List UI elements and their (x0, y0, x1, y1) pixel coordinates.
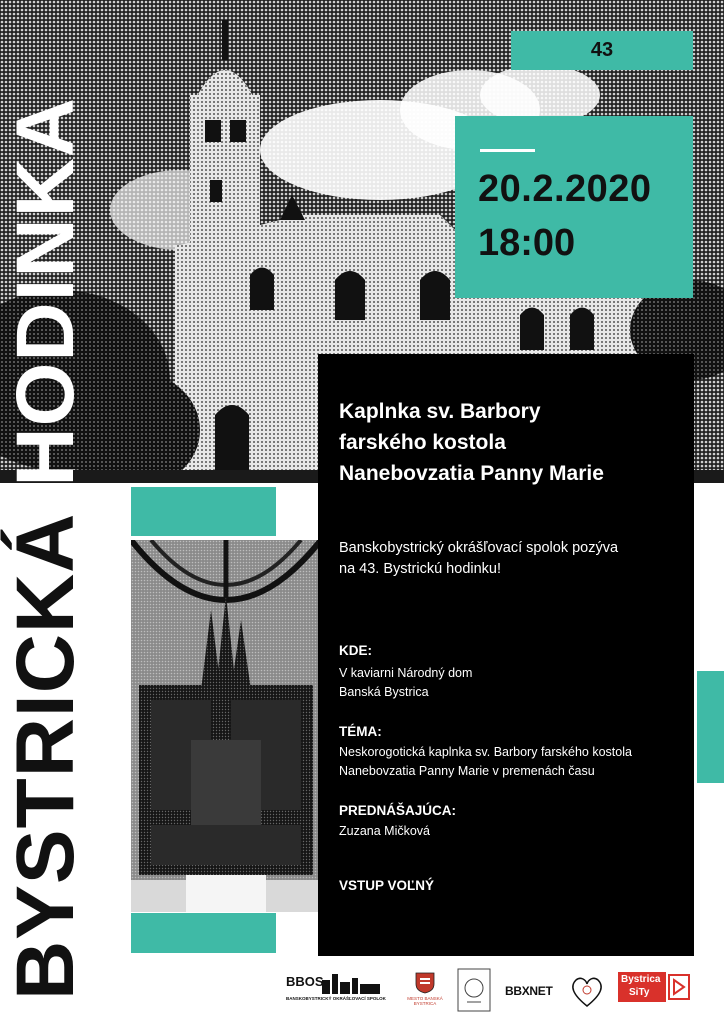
bbxnet-name: BBXNET (505, 984, 553, 998)
bbos-subtitle: BANSKOBYSTRICKÝ OKRÁŠĽOVACÍ SPOLOK (286, 996, 386, 1001)
bbos-name: BBOS (286, 974, 324, 989)
teal-accent-block (131, 913, 276, 953)
event-heading-line: Nanebovzatia Panny Marie (339, 462, 604, 485)
event-heading-line: Kaplnka sv. Barbory (339, 400, 541, 423)
emblem-icon (457, 968, 491, 1012)
invitation-line: na 43. Bystrickú hodinku! (339, 561, 502, 577)
invitation-line: Banskobystrický okrášľovací spolok pozýva (339, 540, 619, 556)
event-time: 18:00 (478, 222, 576, 264)
heart-logo (568, 972, 606, 1012)
partner-emblem (457, 968, 497, 1014)
play-icon (668, 974, 690, 1000)
edition-number: 43 (590, 39, 614, 61)
date-divider (480, 149, 535, 152)
title-word-bystricka: BYSTRICKÁ (0, 512, 91, 1000)
event-heading-line: farského kostola (339, 431, 506, 454)
altar-photo (131, 540, 321, 912)
lecturer-label: PREDNÁŠAJÚCA: (339, 803, 457, 818)
invitation-text (339, 538, 689, 580)
event-info-panel (318, 354, 694, 956)
heart-icon (568, 972, 606, 1010)
title-word-hodinka: HODINKA (0, 96, 91, 487)
location-label: KDE: (339, 643, 372, 658)
teal-accent-block (131, 487, 276, 536)
altar-illustration (131, 540, 321, 912)
topic-line: Nanebovzatia Panny Marie v premenách času (339, 764, 595, 778)
bystrica-tv-line1: Bystrica (621, 974, 661, 985)
vertical-title (0, 10, 91, 1000)
bbos-logo (286, 970, 386, 1010)
bystrica-tv-line2: SiTy (629, 987, 650, 998)
event-date: 20.2.2020 (478, 168, 652, 210)
topic-text (339, 743, 694, 781)
city-logo (403, 970, 447, 1014)
location-text (339, 664, 694, 702)
edition-number-box (511, 31, 693, 70)
topic-label: TÉMA: (339, 724, 382, 739)
city-name: MESTO BANSKÁ BYSTRICA (407, 996, 443, 1006)
date-box (455, 116, 693, 298)
bbxnet-logo (505, 982, 553, 1000)
entry-info: VSTUP VOĽNÝ (339, 878, 435, 893)
teal-accent-block (697, 671, 724, 783)
location-line: V kaviarni Národný dom (339, 666, 473, 680)
bystrica-tv-logo (618, 972, 692, 1008)
event-heading (339, 396, 689, 489)
location-line: Banská Bystrica (339, 685, 429, 699)
topic-line: Neskorogotická kaplnka sv. Barbory farského kostola (339, 745, 632, 759)
lecturer-name: Zuzana Mičková (339, 824, 431, 838)
city-coat-of-arms-icon (415, 972, 435, 994)
